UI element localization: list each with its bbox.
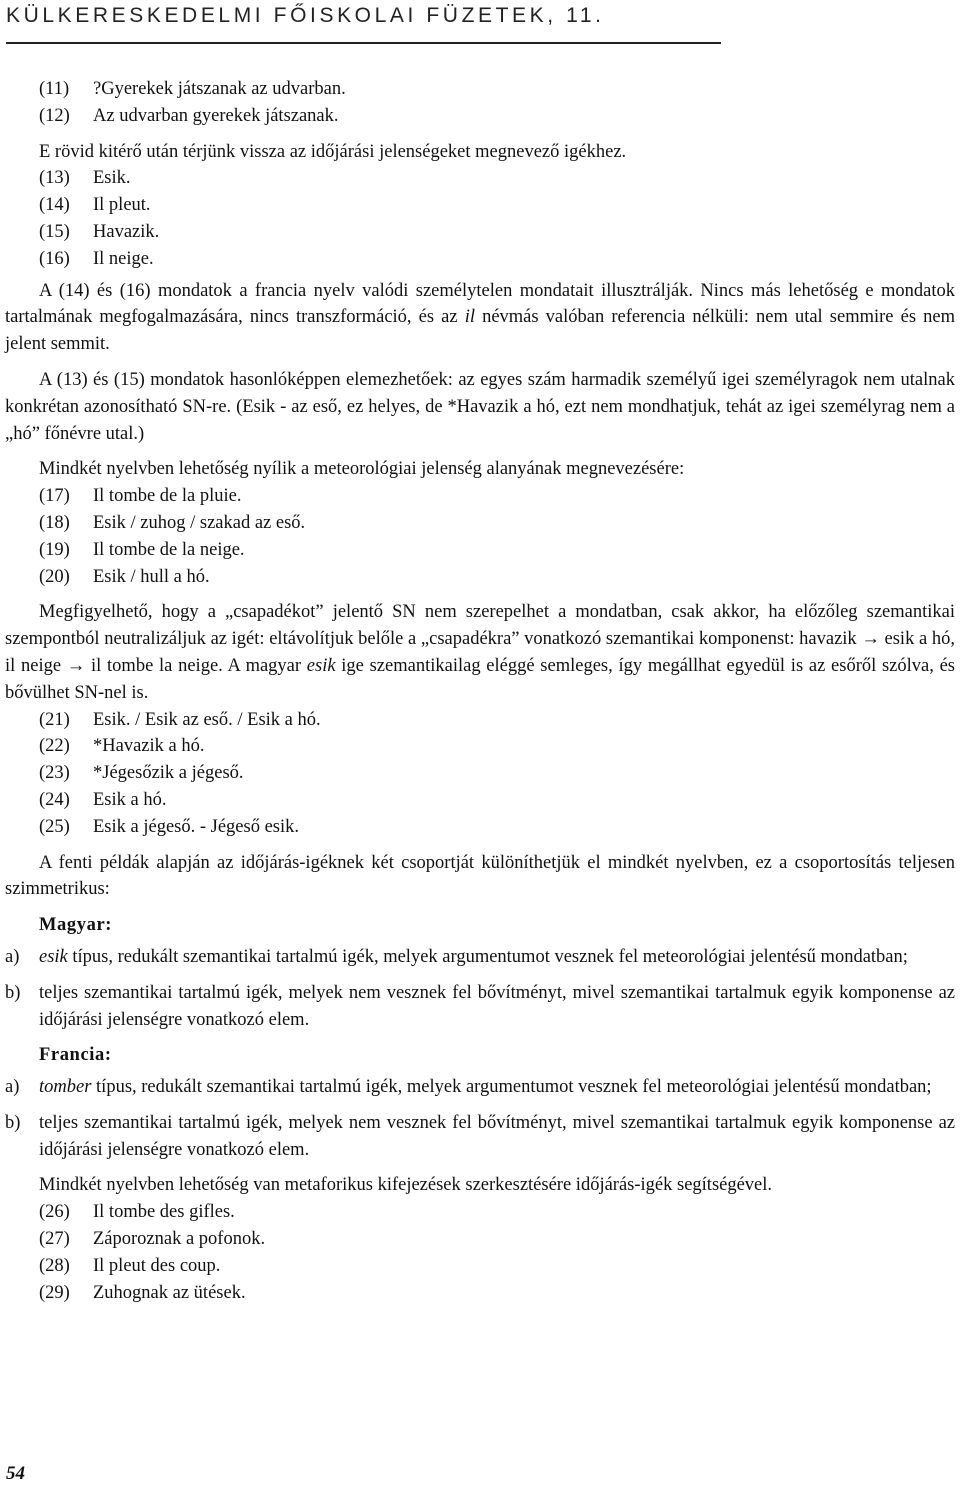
page-number: 54 — [6, 1463, 25, 1484]
example-text: Esik. — [93, 168, 131, 189]
example-line — [5, 192, 955, 219]
example-number: (13) — [39, 168, 70, 189]
example-text: *Jégesőzik a jégeső. — [93, 763, 244, 784]
example-line — [5, 1199, 955, 1226]
list-marker: a) — [5, 1077, 20, 1098]
example-text: *Havazik a hó. — [93, 736, 205, 757]
list-item — [5, 1074, 955, 1101]
emphasis-text: esik — [306, 655, 336, 676]
list-item — [5, 944, 955, 971]
example-line — [5, 103, 955, 130]
example-line — [5, 707, 955, 734]
running-header — [6, 4, 721, 44]
body-paragraph: A (13) és (15) mondatok hasonlóképpen elemezhetőek: az egyes szám harmadik személyű igei személyragok nem utalnak konkrétan azonosítható SN-re. (Esik - az eső, ez helyes, de *Havazik a hó, ezt nem mondhatjuk, tehát az igei személyrag nem a „hó” főnévre utal.) — [5, 369, 955, 444]
section-heading-magyar: Magyar: — [39, 915, 113, 936]
example-text: Esik / zuhog / szakad az eső. — [93, 512, 306, 533]
example-number: (16) — [39, 248, 70, 269]
example-line — [5, 76, 955, 103]
list-item-text — [39, 1074, 955, 1101]
example-text: Esik. / Esik az eső. / Esik a hó. — [93, 709, 321, 730]
example-number: (28) — [39, 1255, 70, 1276]
list-marker: a) — [5, 946, 20, 967]
list-item — [5, 980, 955, 1034]
example-number: (14) — [39, 195, 70, 216]
emphasis-text: il — [464, 307, 475, 328]
example-text: Il tombe de la neige. — [93, 539, 245, 560]
example-number: (27) — [39, 1229, 70, 1250]
example-line — [5, 760, 955, 787]
example-line — [5, 814, 955, 841]
example-text: Esik a hó. — [93, 789, 167, 810]
example-text: Esik / hull a hó. — [93, 566, 210, 587]
example-number: (24) — [39, 789, 70, 810]
example-line — [5, 165, 955, 192]
example-text: Záporoznak a pofonok. — [93, 1229, 266, 1250]
example-text: Havazik. — [93, 221, 160, 242]
example-text: Zuhognak az ütések. — [93, 1282, 246, 1303]
example-text: Il pleut. — [93, 195, 151, 216]
example-text: Il tombe des gifles. — [93, 1202, 235, 1223]
intro-paragraph: E rövid kitérő után térjünk vissza az időjárási jelenségeket megnevező igékhez. — [39, 141, 627, 162]
example-line — [5, 1253, 955, 1280]
list-marker: b) — [5, 982, 21, 1003]
list-item-text: teljes szemantikai tartalmú igék, melyek nem vesznek fel bővítményt, mivel szemantikai tartalmuk egyik komponense az időjárási jelenségre vonatkozó elem. — [39, 982, 955, 1030]
emphasis-text: tomber — [39, 1077, 92, 1098]
example-line — [5, 219, 955, 246]
example-number: (29) — [39, 1282, 70, 1303]
paragraph-text: A (14) és (16) mondatok a francia nyelv valódi személytelen mondatait illusztrálják. Nincs más lehetőség e mondatok tartalmának megfogalmazására, nincs transzformáció, és az — [5, 280, 955, 328]
example-number: (19) — [39, 539, 70, 560]
example-number: (12) — [39, 105, 70, 126]
example-number: (26) — [39, 1202, 70, 1223]
page-body — [5, 76, 955, 1306]
example-text: Il tombe de la pluie. — [93, 486, 242, 507]
paragraph-text: típus, redukált szemantikai tartalmú igék, melyek argumentumot vesznek fel meteorológiai jelentésű mondatban; — [91, 1077, 932, 1098]
example-line — [5, 483, 955, 510]
example-line — [5, 246, 955, 273]
body-paragraph: Mindkét nyelvben lehetőség van metaforikus kifejezések szerkesztésére időjárás-igék segítségével. — [39, 1175, 773, 1196]
journal-title: KÜLKERESKEDELMI FŐISKOLAI FÜZETEK, 11. — [6, 4, 605, 27]
paragraph-text: típus, redukált szemantikai tartalmú igék, melyek argumentumot vesznek fel meteorológiai jelentésű mondatban; — [67, 946, 908, 967]
example-number: (15) — [39, 221, 70, 242]
example-line — [5, 537, 955, 564]
list-item-text — [39, 944, 955, 971]
list-marker: b) — [5, 1112, 21, 1133]
example-text: Il neige. — [93, 248, 154, 269]
paragraph-text: névmás valóban referencia nélküli: nem utal semmire és nem jelent semmit. — [5, 307, 955, 355]
example-line — [5, 787, 955, 814]
paragraph-text: ige szemantikailag eléggé semleges, így megállhat egyedül is az esőről szólva, és bővülhet SN-nel is. — [5, 655, 955, 703]
example-line — [5, 510, 955, 537]
example-line — [5, 564, 955, 591]
example-number: (21) — [39, 709, 70, 730]
example-text: Esik a jégeső. - Jégeső esik. — [93, 816, 300, 837]
example-text: Az udvarban gyerekek játszanak. — [93, 105, 339, 126]
example-line — [5, 1280, 955, 1307]
section-heading-francia: Francia: — [39, 1045, 112, 1066]
example-number: (22) — [39, 736, 70, 757]
body-paragraph — [5, 278, 955, 358]
body-paragraph — [5, 599, 955, 706]
example-number: (11) — [39, 79, 70, 99]
list-item — [5, 1110, 955, 1164]
example-number: (23) — [39, 763, 70, 784]
example-number: (25) — [39, 816, 70, 837]
example-number: (20) — [39, 566, 70, 587]
example-number: (17) — [39, 486, 70, 507]
body-paragraph: Mindkét nyelvben lehetőség nyílik a meteorológiai jelenség alanyának megnevezésére: — [39, 459, 685, 480]
example-number: (18) — [39, 512, 70, 533]
example-text: Il pleut des coup. — [93, 1255, 221, 1276]
paragraph-text: Megfigyelhető, hogy a „csapadékot” jelentő SN nem szerepelhet a mondatban, csak akkor, ha előzőleg szemantikai szempontból neutralizáljuk az igét: eltávolítjuk belőle a „csapadékra” vonatkozó szemantikai komponenst: havazik → esik a hó, il neige → il tombe la neige. A magyar — [5, 602, 955, 676]
example-line — [5, 733, 955, 760]
example-text: ?Gyerekek játszanak az udvarban. — [93, 79, 346, 99]
body-paragraph: A fenti példák alapján az időjárás-igéknek két csoportját különíthetjük el mindkét nyelvben, ez a csoportosítás teljesen szimmetrikus: — [5, 852, 955, 900]
emphasis-text: esik — [39, 946, 68, 967]
list-item-text: teljes szemantikai tartalmú igék, melyek nem vesznek fel bővítményt, mivel szemantikai tartalmuk egyik komponense az időjárási jelenségre vonatkozó elem. — [39, 1112, 955, 1160]
example-line — [5, 1226, 955, 1253]
